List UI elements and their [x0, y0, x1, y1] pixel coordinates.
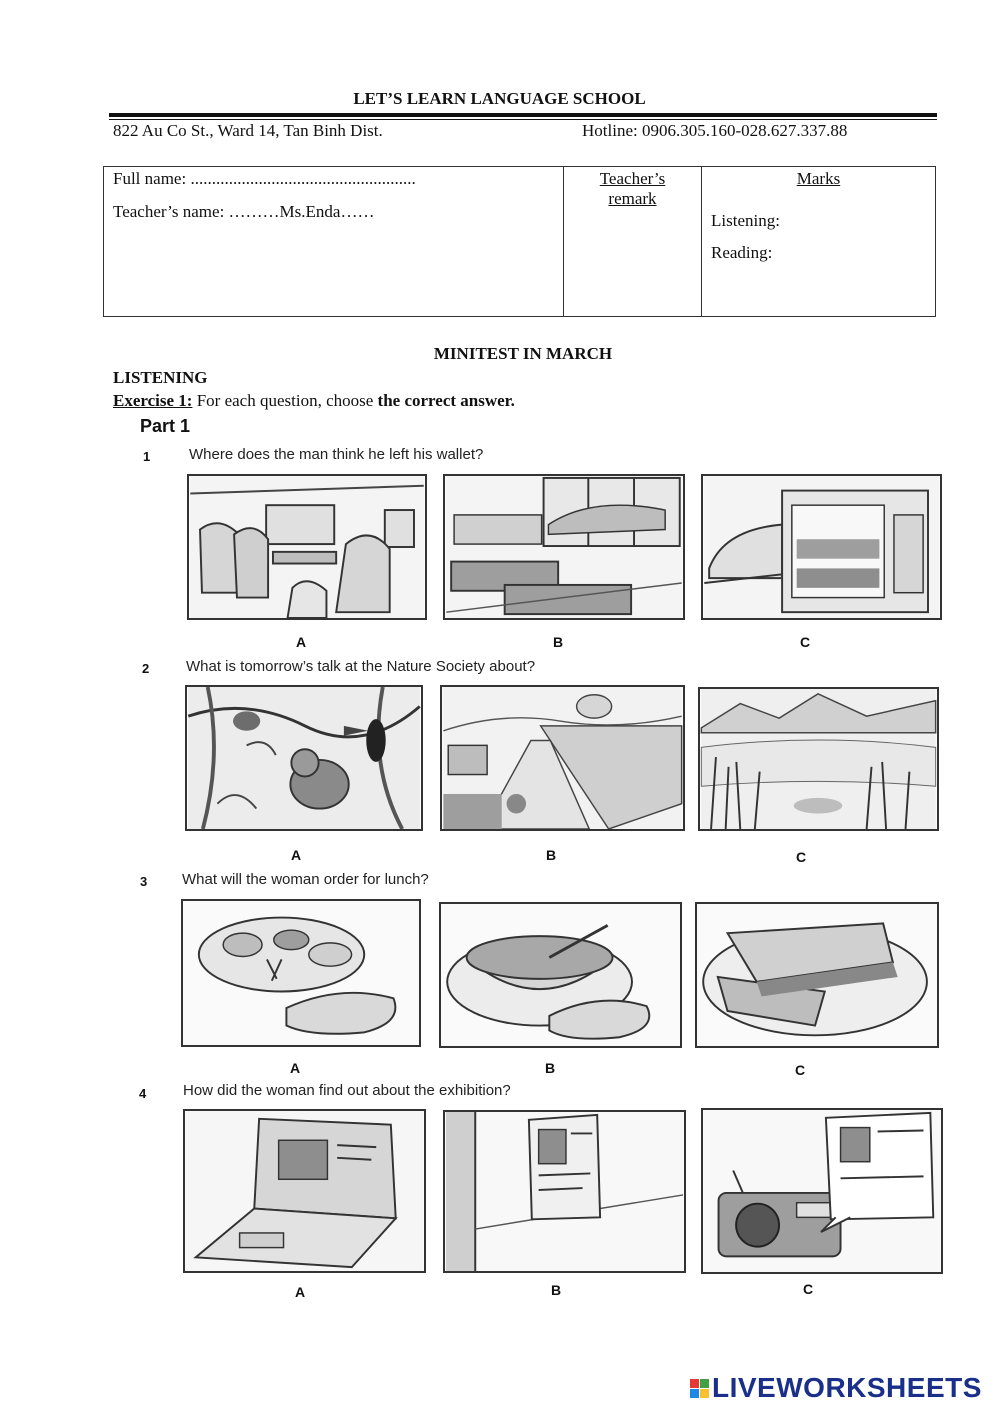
q4-option-c-label[interactable]: C — [803, 1281, 814, 1297]
q4-option-c-image[interactable] — [701, 1108, 943, 1274]
question-text: What will the woman order for lunch? — [182, 871, 429, 888]
q1-option-b-image[interactable] — [443, 474, 685, 620]
question-text: How did the woman find out about the exhibition? — [183, 1082, 511, 1099]
q4-option-a-label[interactable]: A — [295, 1284, 306, 1300]
remark-heading-1: Teacher’s — [599, 169, 666, 188]
q3-option-a-image[interactable] — [181, 899, 421, 1047]
q4-option-b-label[interactable]: B — [551, 1282, 562, 1298]
logo-mark-icon — [690, 1379, 709, 1398]
logo-square — [700, 1389, 709, 1398]
logo-square — [690, 1389, 699, 1398]
exercise-text: For each question, choose — [192, 391, 378, 410]
q2-option-c-image[interactable] — [698, 687, 939, 831]
question-text: What is tomorrow’s talk at the Nature Society about? — [186, 658, 536, 675]
q1-option-a-image[interactable] — [187, 474, 427, 620]
q1-option-c-label[interactable]: C — [800, 634, 811, 650]
garden-patio-illustration — [442, 687, 683, 829]
q2-option-a-label[interactable]: A — [291, 847, 302, 863]
logo-square — [690, 1379, 699, 1388]
section-heading: LISTENING — [113, 368, 208, 387]
poster-on-wall-illustration — [445, 1112, 684, 1271]
part-heading: Part 1 — [140, 416, 191, 436]
school-hotline: Hotline: 0906.305.160-028.627.337.88 — [582, 121, 848, 140]
q3-option-c-image[interactable] — [695, 902, 939, 1048]
header-rule-thick — [109, 113, 937, 117]
question-text: Where does the man think he left his wallet? — [189, 446, 484, 463]
q3-option-c-label[interactable]: C — [795, 1062, 806, 1078]
salad-and-bread-illustration — [183, 901, 419, 1045]
q3-option-a-label[interactable]: A — [290, 1060, 301, 1076]
student-info-cell — [104, 167, 564, 317]
question-number: 1 — [143, 449, 151, 464]
logo-text: LIVEWORKSHEETS — [712, 1372, 982, 1403]
q3-option-b-image[interactable] — [439, 902, 682, 1048]
header-rule-thin — [109, 119, 937, 120]
reading-mark-field[interactable]: Reading: — [711, 243, 773, 262]
soup-and-bread-illustration — [441, 904, 680, 1046]
teacher-name: Teacher’s name: ………Ms.Enda…… — [113, 202, 375, 221]
school-address: 822 Au Co St., Ward 14, Tan Binh Dist. — [113, 121, 383, 140]
q2-option-b-label[interactable]: B — [546, 847, 557, 863]
remark-heading-2: remark — [608, 189, 657, 208]
station-waiting-room-illustration — [445, 476, 683, 618]
exercise-instruction — [113, 391, 515, 411]
exercise-label: Exercise 1: — [113, 391, 193, 410]
logo-square — [700, 1379, 709, 1388]
question-number: 2 — [142, 661, 150, 676]
q1-option-b-label[interactable]: B — [553, 634, 564, 650]
q4-option-b-image[interactable] — [443, 1110, 686, 1273]
school-name: LET’S LEARN LANGUAGE SCHOOL — [353, 89, 646, 108]
marks-cell — [702, 167, 936, 317]
q4-option-a-image[interactable] — [183, 1109, 426, 1273]
train-kiosk-illustration — [703, 476, 940, 618]
lake-wetland-illustration — [700, 689, 937, 829]
student-info-table — [103, 166, 936, 317]
teacher-remark-cell — [564, 167, 702, 317]
q2-option-c-label[interactable]: C — [796, 849, 807, 865]
q1-option-c-image[interactable] — [701, 474, 942, 620]
test-title: MINITEST IN MARCH — [433, 344, 613, 363]
q1-option-a-label[interactable]: A — [296, 634, 307, 650]
full-name-field[interactable]: Full name: ..................................................... — [113, 169, 416, 188]
exercise-bold-text: the correct answer. — [377, 391, 515, 410]
question-number: 3 — [140, 874, 148, 889]
q2-option-b-image[interactable] — [440, 685, 685, 831]
train-seats-illustration — [189, 476, 425, 618]
q3-option-b-label[interactable]: B — [545, 1060, 556, 1076]
q2-option-a-image[interactable] — [185, 685, 423, 831]
question-number: 4 — [139, 1086, 147, 1101]
rainforest-animals-illustration — [187, 687, 421, 829]
sandwich-plate-illustration — [697, 904, 937, 1046]
liveworksheets-logo — [690, 1372, 982, 1404]
laptop-illustration — [185, 1111, 424, 1271]
radio-advert-illustration — [703, 1110, 941, 1272]
marks-heading: Marks — [796, 169, 841, 188]
listening-mark-field[interactable]: Listening: — [711, 211, 780, 230]
